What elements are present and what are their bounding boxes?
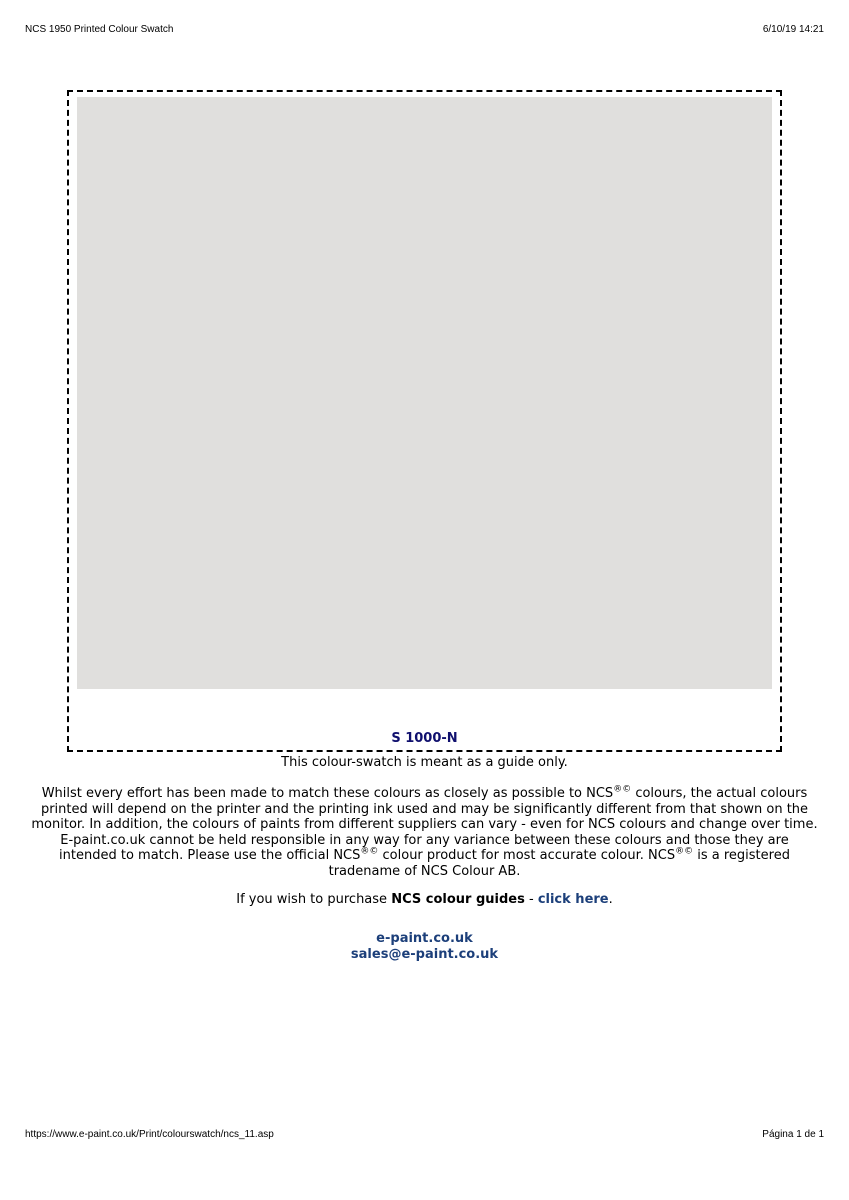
website-link[interactable]: e-paint.co.uk — [376, 931, 473, 946]
click-here-link[interactable]: click here — [537, 892, 609, 907]
page-url: https://www.e-paint.co.uk/Print/colourswatch/ncs_11.asp — [25, 1129, 274, 1140]
page-title: NCS 1950 Printed Colour Swatch — [25, 24, 174, 35]
purchase-prefix: If you wish to purchase — [236, 892, 392, 907]
disclaimer-text: colour product for most accurate colour. NCS — [378, 848, 676, 863]
trademark-mark: ®© — [360, 846, 379, 857]
contact-block — [0, 931, 849, 963]
purchase-line — [0, 892, 849, 907]
disclaimer-text: colours, the actual colours printed will depend on the printer and the printing ink used and may be significantly different from that shown on the monitor. In addition, the colours of paints from different suppliers can vary - even for NCS colours and change over time. E-paint.co.uk cannot be held responsible in any way for any variance between these colours and those they are intended to match. Please use the official NCS — [31, 786, 818, 863]
trademark-mark: ®© — [613, 784, 632, 795]
disclaimer-text: Whilst every effort has been made to match these colours as closely as possible to NCS — [41, 786, 614, 801]
disclaimer — [30, 786, 819, 879]
purchase-suffix: . — [608, 892, 613, 907]
swatch-frame — [67, 90, 782, 752]
swatch-code: S 1000-N — [391, 731, 458, 746]
trademark-mark: ®© — [675, 846, 694, 857]
purchase-separator: - — [524, 892, 538, 907]
email-link[interactable]: sales@e-paint.co.uk — [350, 947, 499, 962]
purchase-product: NCS colour guides — [391, 892, 525, 907]
colour-swatch — [77, 97, 772, 689]
print-datetime: 6/10/19 14:21 — [762, 24, 824, 35]
guide-note: This colour-swatch is meant as a guide only. — [281, 755, 568, 770]
disclaimer-text: is a registered tradename of NCS Colour AB. — [328, 848, 790, 879]
page-number: Página 1 de 1 — [762, 1129, 824, 1140]
